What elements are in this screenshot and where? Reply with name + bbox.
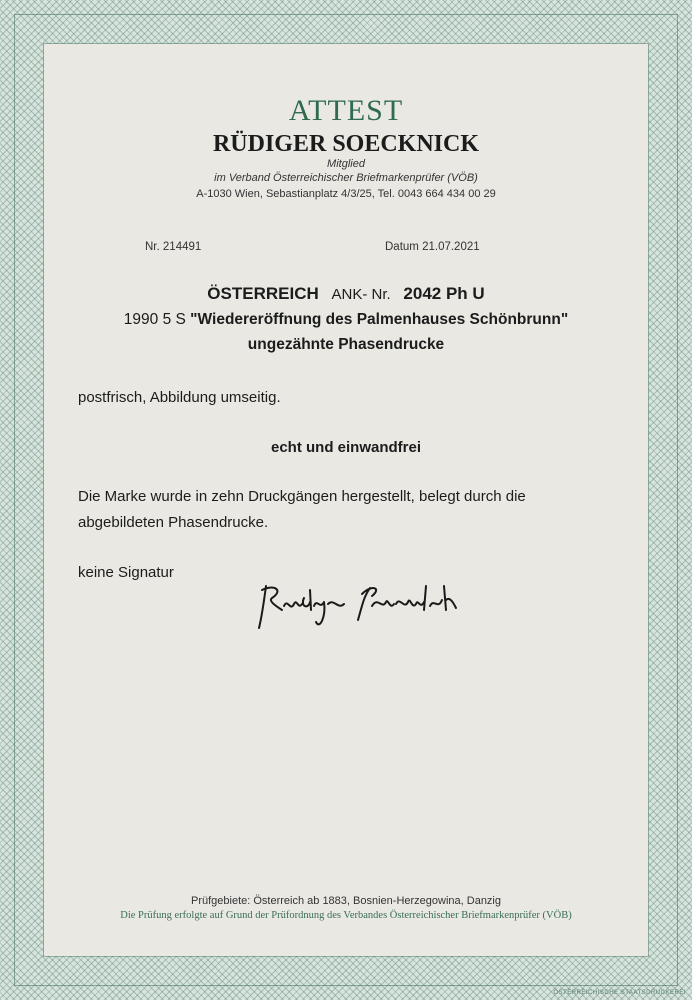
catalog-number: 2042 Ph U (403, 284, 485, 303)
description-line-2: abgebildeten Phasendrucke. (78, 514, 269, 531)
catalog-label: ANK- Nr. (331, 286, 391, 303)
stamp-issue-line (44, 311, 648, 329)
number-label: Nr. (145, 241, 160, 253)
condition-text: postfrisch, Abbildung umseitig. (78, 389, 281, 406)
stamp-issue-title: "Wiedereröffnung des Palmenhauses Schönbrunn" (190, 311, 569, 328)
stamp-variant: ungezähnte Phasendrucke (247, 336, 445, 353)
association-label: im Verband Österreichischer Briefmarkenprüfer (VÖB) (214, 172, 478, 184)
description-line-1: Die Marke wurde in zehn Druckgängen hergestellt, belegt durch die (78, 488, 526, 505)
examination-areas: Prüfgebiete: Österreich ab 1883, Bosnien-Herzegowina, Danzig (190, 895, 501, 907)
handwritten-signature (254, 576, 474, 636)
certificate-date (385, 241, 480, 253)
stamp-catalog-line (44, 284, 648, 304)
number-value: 214491 (162, 241, 202, 253)
certificate-title: ATTEST (288, 94, 404, 127)
printer-mark: ÖSTERREICHISCHE STAATSDRUCKEREI (553, 990, 686, 996)
examiner-address: A-1030 Wien, Sebastianplatz 4/3/25, Tel. 0043 664 434 00 29 (196, 188, 496, 200)
member-label: Mitglied (327, 158, 365, 170)
date-label: Datum (385, 241, 419, 253)
stamp-country: ÖSTERREICH (207, 284, 319, 303)
signatur-note: keine Signatur (78, 564, 174, 581)
examination-basis: Die Prüfung erfolgte auf Grund der Prüfordnung des Verbandes Österreichischer Briefmarkenprüfer (VÖB) (120, 910, 572, 921)
stamp-year-value: 1990 5 S (123, 311, 186, 328)
certificate-number (145, 241, 201, 253)
date-value: 21.07.2021 (422, 241, 480, 253)
examiner-name: RÜDIGER SOECKNICK (212, 131, 480, 157)
certificate-body (44, 44, 648, 956)
verdict-text: echt und einwandfrei (270, 439, 421, 456)
